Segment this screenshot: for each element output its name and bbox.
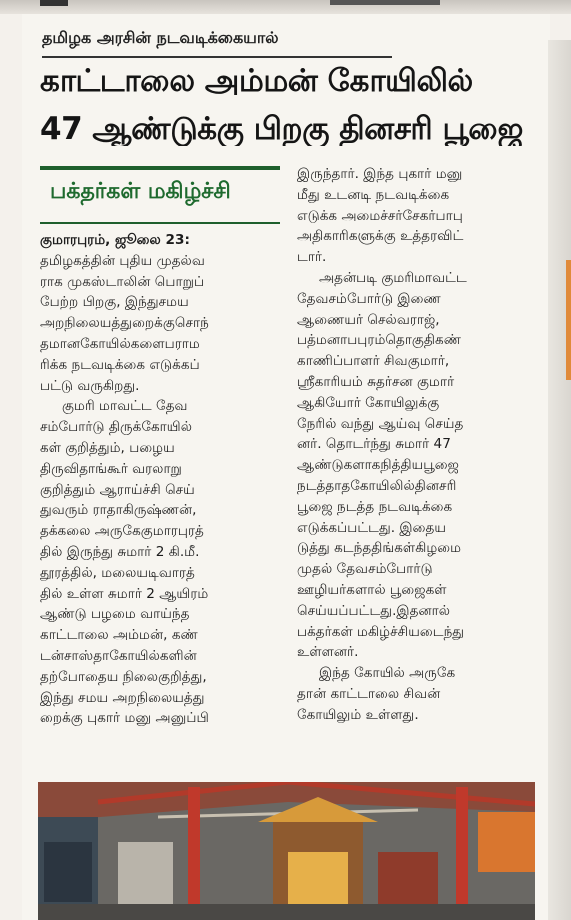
body-line: நடத்தாதகோயிலில்தினசரி [297, 477, 457, 494]
body-line: துவரும் ராதாகிருஷ்ணன், [40, 502, 197, 519]
body-line: குமரி மாவட்ட தேவ [62, 398, 188, 415]
body-line: முதல் தேவசம்போர்டு [297, 561, 433, 578]
body-line: டன்சாஸ்தாகோயில்களின் [40, 647, 197, 664]
body-line: திருவிதாங்கூர் வரலாறு [40, 460, 182, 477]
body-line: பேற்ற பிறகு, இந்துசமய [40, 294, 189, 311]
body-line: குறித்தும் ஆராய்ச்சி செய் [40, 481, 195, 498]
kicker-rule [42, 56, 392, 58]
body-line: எடுக்க அமைச்சர்சேகர்பாபு [297, 207, 463, 224]
body-line: ஊழியர்களால் பூஜைகள் [297, 581, 447, 598]
body-line: தமானகோயில்களைபராம [40, 335, 200, 352]
subhead-box [40, 166, 280, 224]
previous-article-fragment [40, 0, 68, 6]
body-line: ஆண்டு பழமை வாய்ந்த [40, 606, 190, 623]
body-line: தான் காட்டாலை சிவன் [297, 685, 441, 702]
body-line: தமிழகத்தின் புதிய முதல்வ [40, 252, 205, 269]
subhead: பக்தர்கள் மகிழ்ச்சி [50, 179, 231, 204]
body-line: தற்போதைய நிலைகுறித்து, [40, 668, 207, 685]
body-line: செய்யப்பட்டது.இதனால் [297, 602, 451, 619]
body-line: இந்து சமய அறநிலையத்து [40, 689, 205, 706]
article-column-2 [297, 164, 537, 774]
body-line: தில் இருந்து சுமார் 2 கி.மீ. [40, 543, 200, 560]
body-line: அறநிலையத்துறைக்குசொந் [40, 315, 209, 332]
body-line: ரிக்க நடவடிக்கை எடுக்கப் [40, 356, 200, 373]
body-line: நேரில் வந்து ஆய்வு செய்த [297, 415, 464, 432]
body-line: மீது உடனடி நடவடிக்கை [297, 186, 450, 203]
body-line: அதிகாரிகளுக்கு உத்தரவிட் [297, 228, 464, 245]
body-line: எடுக்கப்பட்டது. இதைய [297, 519, 447, 536]
body-line: பூஜை நடத்த நடவடிக்கை [297, 498, 453, 515]
body-line: ஸ்ரீகாரியம் சுதர்சன குமார் [297, 373, 455, 390]
body-line: காட்டாலை அம்மன், கண் [40, 627, 198, 644]
body-line: இந்த கோயில் அருகே [319, 665, 456, 682]
page-edge [548, 40, 571, 920]
kicker: தமிழக அரசின் நடவடிக்கையால் [42, 28, 279, 47]
body-line: சம்போர்டு திருக்கோயில் [40, 419, 193, 436]
dateline: குமாரபுரம், ஜூலை 23: [40, 232, 190, 248]
body-line: ஆகியோர் கோயிலுக்கு [297, 394, 440, 411]
body-line: அதன்படி குமரிமாவட்ட [319, 269, 467, 286]
body-line: தூரத்தில், மலையடிவாரத் [40, 564, 195, 581]
body-line: இருந்தார். இந்த புகார் மனு [297, 166, 463, 182]
temple-photo [38, 782, 535, 920]
body-line: பத்மனாபபுரம்தொகுதிகண் [297, 332, 462, 349]
body-line: காணிப்பாளர் சிவகுமார், [297, 353, 450, 370]
body-line: தேவசம்போர்டு இணை [297, 290, 441, 307]
body-line: டார். [297, 249, 327, 266]
headline-line-2: 47 ஆண்டுக்கு பிறகு தினசரி பூஜை [40, 112, 523, 147]
body-line: பட்டு வருகிறது. [40, 377, 140, 394]
body-line: தக்கலை அருகேகுமாரபுரத் [40, 523, 204, 540]
body-line: கோயிலும் உள்ளது. [297, 706, 419, 723]
adjacent-photo-edge [566, 260, 571, 380]
article-column-1 [40, 230, 282, 774]
previous-article-fragment [330, 0, 440, 5]
body-line: டுத்து கடந்ததிங்கள்கிழமை [297, 540, 462, 557]
body-line: னர். தொடர்ந்து சுமார் 47 [297, 436, 451, 453]
top-strip [0, 0, 571, 14]
body-line: ராக முகஸ்டாலின் பொறுப் [40, 273, 205, 290]
body-line: தில் உள்ள சுமார் 2 ஆயிரம் [40, 585, 209, 602]
body-line: ஆண்டுகளாகநித்தியபூஜை [297, 457, 459, 474]
body-line: றைக்கு புகார் மனு அனுப்பி [40, 710, 209, 727]
body-line: பக்தர்கள் மகிழ்ச்சியடைந்து [297, 623, 465, 640]
temple-photo-illustration [38, 782, 535, 920]
body-line: கள் குறித்தும், பழைய [40, 439, 175, 456]
body-line: உள்ளனர். [297, 644, 359, 661]
body-line: ஆணையர் செல்வராஜ், [297, 311, 440, 328]
headline-line-1: காட்டாலை அம்மன் கோயிலில் [40, 64, 473, 99]
